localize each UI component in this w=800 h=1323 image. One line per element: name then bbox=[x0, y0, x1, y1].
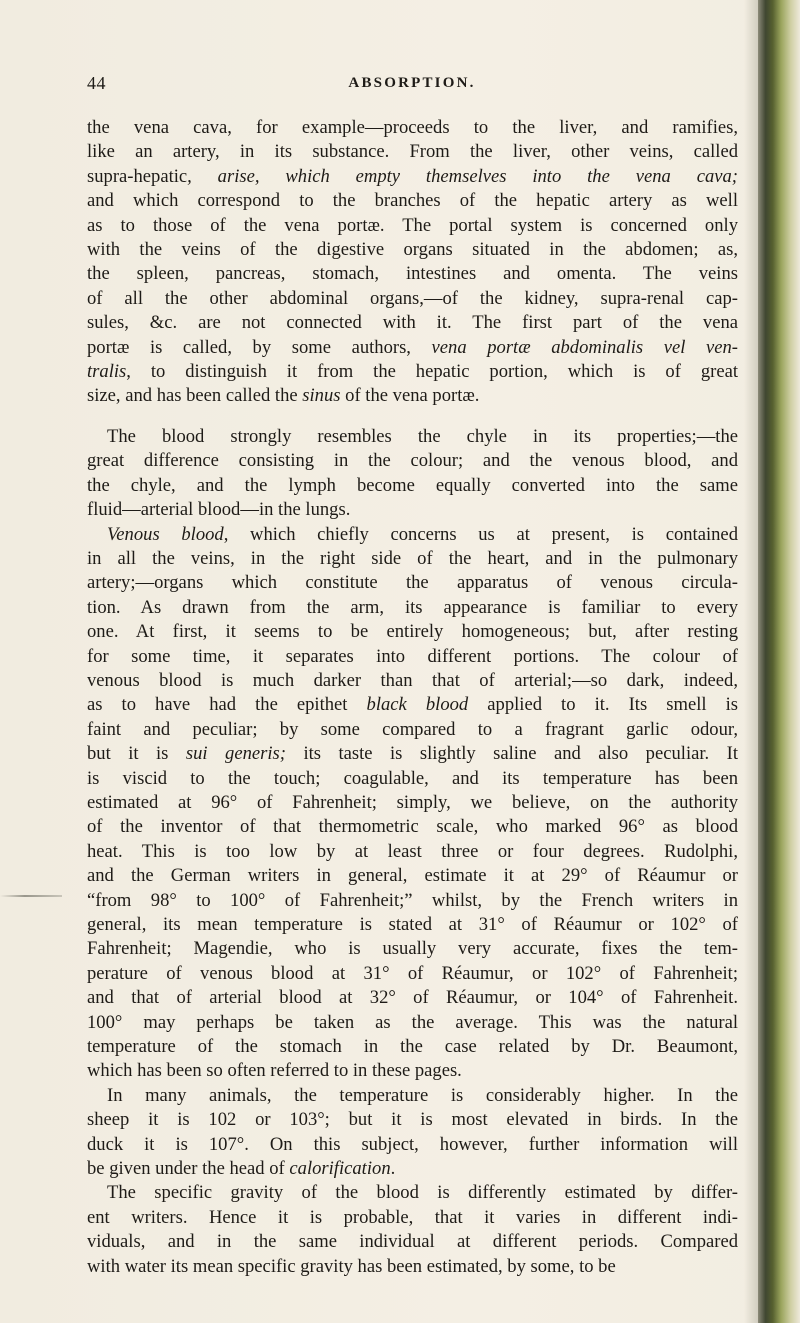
line-segment: tion. As drawn from the arm, its appearance is familiar to every bbox=[87, 596, 738, 618]
text-line bbox=[87, 913, 738, 937]
line-segment: for some time, it separates into different portions. The colour of bbox=[87, 645, 738, 667]
text-line bbox=[87, 498, 738, 522]
text-line bbox=[87, 262, 738, 286]
text-line bbox=[87, 1084, 738, 1108]
line-segment: of the vena portæ. bbox=[340, 385, 480, 407]
line-segment: duck it is 107°. On this subject, however, further information will bbox=[87, 1133, 738, 1155]
line-segment: great difference consisting in the colour; and the venous blood, and bbox=[87, 450, 738, 472]
line-segment: faint and peculiar; by some compared to a fragrant garlic odour, bbox=[87, 718, 738, 740]
text-line bbox=[87, 474, 738, 498]
text-line bbox=[87, 336, 738, 360]
italic-term: vena portæ abdominalis vel ven- bbox=[431, 336, 738, 358]
line-segment: the spleen, pancreas, stomach, intestines and omenta. The veins bbox=[87, 263, 738, 285]
text-line bbox=[87, 1181, 738, 1205]
text-line bbox=[87, 1157, 738, 1181]
italic-term: tralis bbox=[87, 361, 127, 383]
line-segment: in all the veins, in the right side of the heart, and in the pulmonary bbox=[87, 547, 738, 569]
text-line bbox=[87, 693, 738, 717]
line-segment: which has been so often referred to in these pages. bbox=[87, 1060, 462, 1082]
page-header bbox=[87, 73, 737, 97]
line-segment: one. At first, it seems to be entirely homogeneous; but, after resting bbox=[87, 621, 738, 643]
text-line bbox=[87, 742, 738, 766]
italic-term: , arise, which empty themselves into the vena cava; bbox=[187, 165, 738, 187]
line-segment: with water its mean specific gravity has been estimated, by some, to be bbox=[87, 1255, 616, 1277]
text-line bbox=[87, 523, 738, 547]
line-segment: “from 98° to 100° of Fahrenheit;” whilst, by the French writers in bbox=[87, 889, 738, 911]
line-segment: In many animals, the temperature is considerably higher. In the bbox=[107, 1084, 738, 1106]
line-segment: heat. This is too low by at least three or four degrees. Rudolphi, bbox=[87, 840, 738, 862]
line-segment: supra-hepatic bbox=[87, 165, 188, 187]
line-segment: portæ is called, by some authors, bbox=[87, 336, 432, 358]
text-line bbox=[87, 140, 738, 164]
italic-term: Venous blood bbox=[107, 523, 224, 545]
line-segment: of all the other abdominal organs,—of the kidney, supra-renal cap- bbox=[87, 287, 738, 309]
line-segment: and that of arterial blood at 32° of Réaumur, or 104° of Fahrenheit. bbox=[87, 987, 738, 1009]
line-segment: artery;—organs which constitute the apparatus of venous circula- bbox=[87, 572, 738, 594]
running-head: ABSORPTION. bbox=[348, 75, 476, 91]
line-segment: ent writers. Hence it is probable, that it varies in different indi- bbox=[87, 1206, 738, 1228]
line-segment: is viscid to the touch; coagulable, and its temperature has been bbox=[87, 767, 738, 789]
text-line bbox=[87, 287, 738, 311]
text-line bbox=[87, 360, 738, 384]
line-segment: estimated at 96° of Fahrenheit; simply, we believe, on the authority bbox=[87, 791, 738, 813]
line-segment: sheep it is 102 or 103°; but it is most elevated in birds. In the bbox=[87, 1109, 738, 1131]
text-line bbox=[87, 864, 738, 888]
text-line bbox=[87, 1059, 738, 1083]
text-line bbox=[87, 165, 738, 189]
line-segment: , which chiefly concerns us at present, is contained bbox=[223, 523, 738, 545]
line-segment: sules, &c. are not connected with it. The first part of the vena bbox=[87, 312, 738, 334]
text-line bbox=[87, 962, 738, 986]
line-segment: like an artery, in its substance. From the liver, other veins, called bbox=[87, 141, 738, 163]
text-line bbox=[87, 1133, 738, 1157]
text-line bbox=[87, 547, 738, 571]
line-segment: Fahrenheit; Magendie, who is usually very accurate, fixes the tem- bbox=[87, 938, 738, 960]
italic-term: black blood bbox=[366, 694, 469, 716]
text-line bbox=[87, 238, 738, 262]
line-segment: 100° may perhaps be taken as the average. This was the natural bbox=[87, 1011, 738, 1033]
line-segment: , to distinguish it from the hepatic portion, which is of great bbox=[126, 361, 738, 383]
text-line bbox=[87, 815, 738, 839]
line-segment: and the German writers in general, estimate it at 29° of Réaumur or bbox=[87, 865, 738, 887]
text-line bbox=[87, 214, 738, 238]
line-segment: the vena cava, for example—proceeds to the liver, and ramifies, bbox=[87, 117, 738, 138]
italic-term: sui generis; bbox=[185, 743, 286, 765]
line-segment: as to have had the epithet bbox=[87, 694, 367, 716]
text-line bbox=[87, 791, 738, 815]
line-segment: venous blood is much darker than that of arterial;—so dark, indeed, bbox=[87, 669, 738, 691]
facing-page-edge bbox=[758, 0, 800, 1323]
text-line bbox=[87, 596, 738, 620]
text-line bbox=[87, 1108, 738, 1132]
text-line bbox=[87, 1255, 738, 1279]
text-line bbox=[87, 620, 738, 644]
line-segment: its taste is slightly saline and also peculiar. It bbox=[285, 743, 738, 765]
line-segment: The blood strongly resembles the chyle in its properties;—the bbox=[107, 425, 738, 447]
body-text bbox=[87, 116, 738, 1279]
text-line bbox=[87, 669, 738, 693]
text-line bbox=[87, 189, 738, 213]
text-line bbox=[87, 937, 738, 961]
line-segment: perature of venous blood at 31° of Réaumur, or 102° of Fahrenheit; bbox=[87, 962, 738, 984]
line-segment: temperature of the stomach in the case related by Dr. Beaumont, bbox=[87, 1036, 738, 1058]
line-segment: and which correspond to the branches of the hepatic artery as well bbox=[87, 190, 738, 212]
line-segment: of the inventor of that thermometric scale, who marked 96° as blood bbox=[87, 816, 738, 838]
text-line bbox=[87, 1230, 738, 1254]
text-line bbox=[87, 645, 738, 669]
italic-term: calorification bbox=[289, 1158, 391, 1180]
text-line bbox=[87, 889, 738, 913]
text-line bbox=[87, 384, 738, 408]
italic-term: sinus bbox=[302, 385, 341, 407]
text-line bbox=[87, 986, 738, 1010]
gutter-shadow bbox=[744, 0, 758, 1323]
line-segment: be given under the head of bbox=[87, 1158, 290, 1180]
text-line bbox=[87, 449, 738, 473]
page-number: 44 bbox=[87, 73, 106, 93]
text-line bbox=[87, 571, 738, 595]
line-segment: with the veins of the digestive organs situated in the abdomen; as, bbox=[87, 239, 738, 261]
line-segment: as to those of the vena portæ. The portal system is concerned only bbox=[87, 214, 738, 236]
text-line bbox=[87, 425, 738, 449]
line-segment: general, its mean temperature is stated at 31° of Réaumur or 102° of bbox=[87, 914, 738, 935]
line-segment: applied to it. Its smell is bbox=[468, 694, 738, 716]
line-segment: but it is bbox=[87, 743, 186, 765]
line-segment: fluid—arterial blood—in the lungs. bbox=[87, 499, 351, 521]
text-line bbox=[87, 311, 738, 335]
text-line bbox=[87, 1011, 738, 1035]
text-line bbox=[87, 1035, 738, 1059]
text-line bbox=[87, 116, 738, 140]
line-segment: the chyle, and the lymph become equally converted into the same bbox=[87, 474, 738, 496]
text-line bbox=[87, 840, 738, 864]
line-segment: size, and has been called the bbox=[87, 385, 303, 407]
line-segment: viduals, and in the same individual at different periods. Compared bbox=[87, 1231, 738, 1253]
line-segment: The specific gravity of the blood is differently estimated by differ- bbox=[107, 1182, 738, 1204]
text-line bbox=[87, 718, 738, 742]
text-line bbox=[87, 767, 738, 791]
text-line bbox=[87, 1206, 738, 1230]
paragraph-gap bbox=[87, 409, 738, 425]
margin-mark bbox=[0, 895, 62, 897]
line-segment: . bbox=[390, 1158, 396, 1180]
